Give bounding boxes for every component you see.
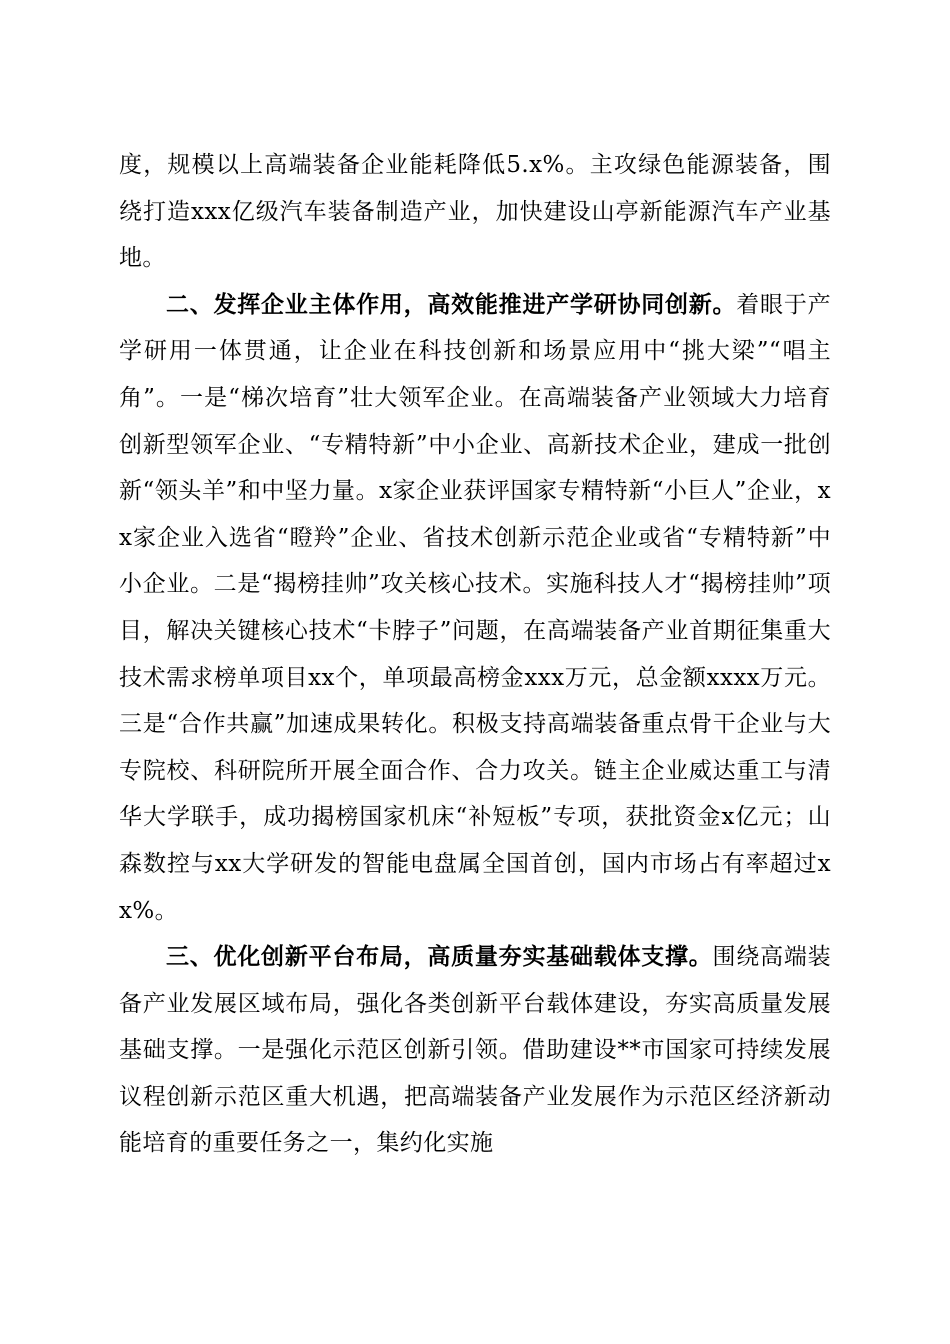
document-body <box>119 142 831 1167</box>
section-heading-three: 三、优化创新平台布局，高质量夯实基础载体支撑。 <box>166 943 713 971</box>
section-heading-two: 二、发挥企业主体作用，高效能推进产学研协同创新。 <box>166 290 737 318</box>
paragraph-section-two <box>119 282 831 934</box>
paragraph-body-text: 着眼于产学研用一体贯通，让企业在科技创新和场景应用中“挑大梁”“唱主角”。一是“梯次培育”壮大领军企业。在高端装备产业领域大力培育创新型领军企业、“专精特新”中小企业、高新技术企业，建成一批创新“领头羊”和中坚力量。x家企业获评国家专精特新“小巨人”企业，xx家企业入选省“瞪羚”企业、省技术创新示范企业或省“专精特新”中小企业。二是“揭榜挂帅”攻关核心技术。实施科技人才“揭榜挂帅”项目，解决关键核心技术“卡脖子”问题，在高端装备产业首期征集重大技术需求榜单项目xx个，单项最高榜金xxx万元，总金额xxxx万元。三是“合作共赢”加速成果转化。积极支持高端装备重点骨干企业与大专院校、科研院所开展全面合作、合力攻关。链主企业威达重工与清华大学联手，成功揭榜国家机床“补短板”专项，获批资金x亿元；山森数控与xx大学研发的智能电盘属全国首创，国内市场占有率超过xx%。 <box>119 291 831 924</box>
paragraph-body-text: 度，规模以上高端装备企业能耗降低5.x%。主攻绿色能源装备，围绕打造xxx亿级汽车装备制造产业，加快建设山亭新能源汽车产业基地。 <box>119 152 831 272</box>
paragraph-section-three <box>119 934 831 1167</box>
paragraph-continuation <box>119 142 831 282</box>
paragraph-body-text: 围绕高端装备产业发展区域布局，强化各类创新平台载体建设，夯实高质量发展基础支撑。一是强化示范区创新引领。借助建设**市国家可持续发展议程创新示范区重大机遇，把高端装备产业发展作为示范区经济新动能培育的重要任务之一，集约化实施 <box>119 944 831 1157</box>
